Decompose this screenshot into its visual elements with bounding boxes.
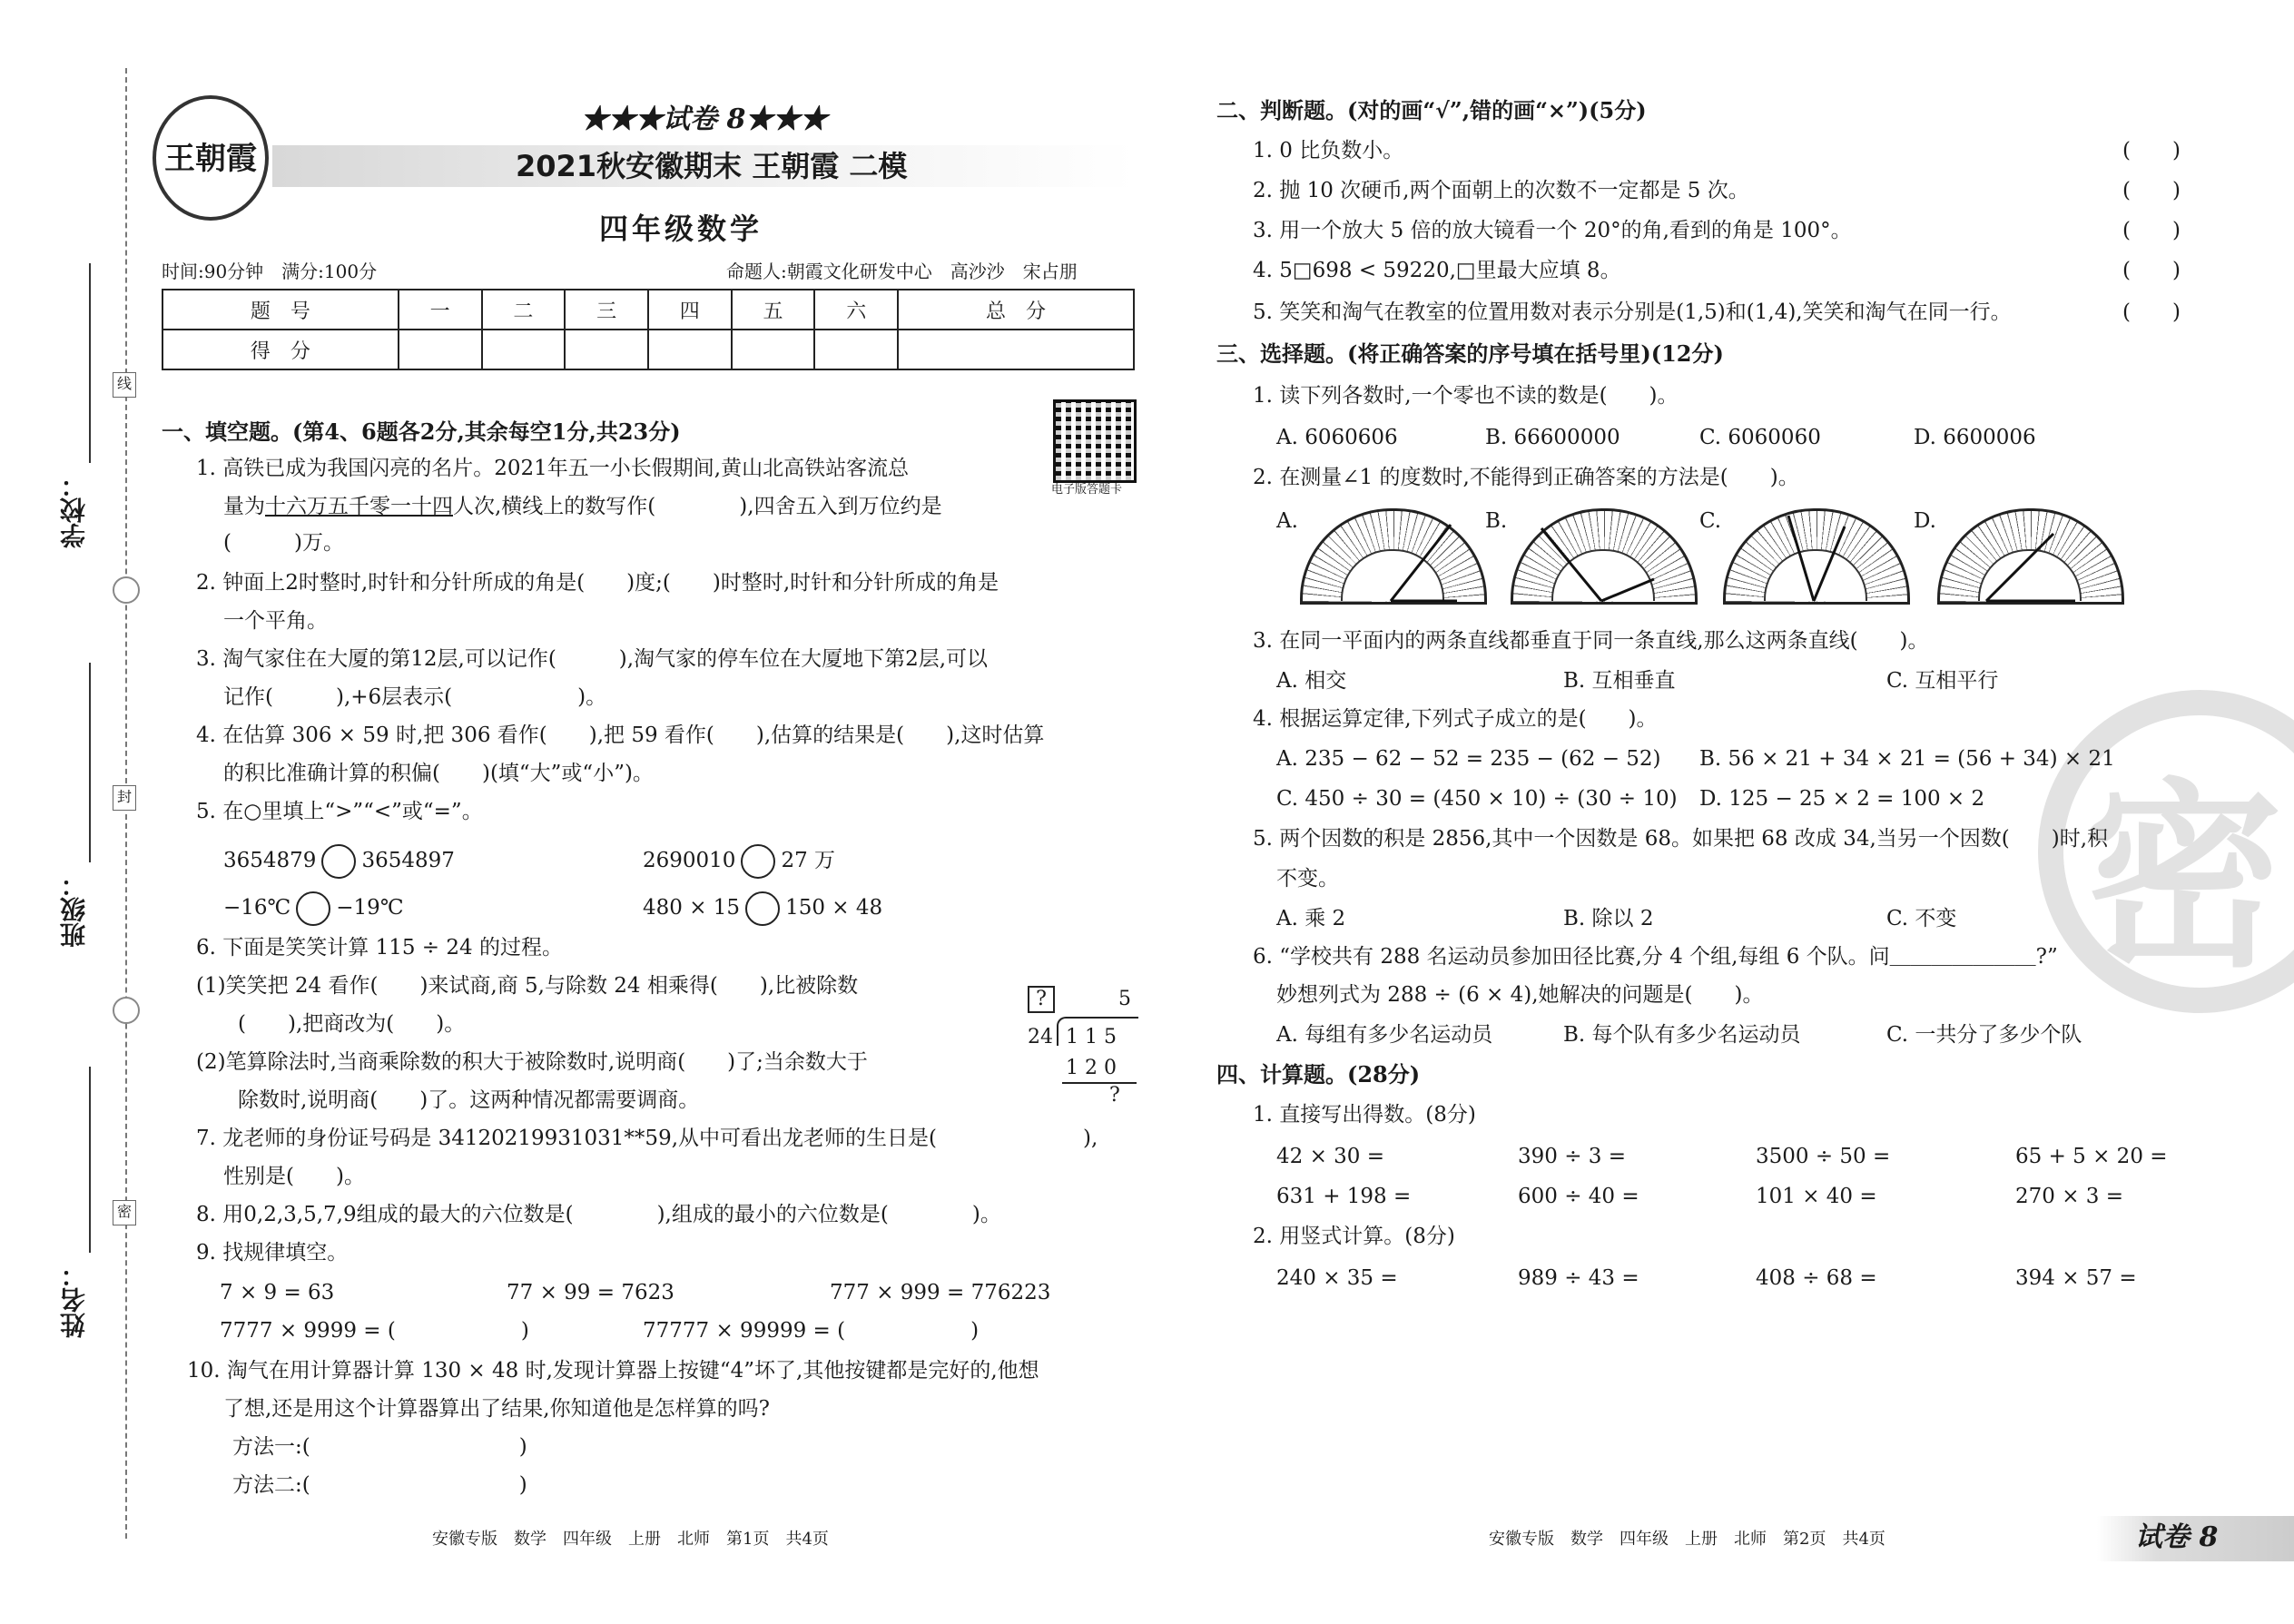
- question-6: 6. 下面是笑笑计算 115 ÷ 24 的过程。: [196, 936, 563, 960]
- qr-caption: 电子版答题卡: [1051, 483, 1123, 497]
- divisor: 24: [1028, 1026, 1053, 1048]
- choice-option[interactable]: D. 6600006: [1914, 426, 2036, 449]
- exam-title: 2021秋安徽期末 王朝霞 二模: [516, 149, 908, 183]
- score-header: 二: [482, 290, 566, 330]
- binding-tag-feng: 封: [113, 785, 136, 811]
- corner-paper-label: 试卷 8: [2135, 1521, 2219, 1553]
- question-1-line3: ( )万。: [223, 531, 344, 555]
- choice-option[interactable]: B. 每个队有多少名运动员: [1563, 1023, 1801, 1047]
- school-label: 学校：: [59, 472, 89, 548]
- choice-option[interactable]: C. 不变: [1886, 907, 1957, 930]
- question-5: 5. 在○里填上“>”“<”或“=”。: [196, 800, 483, 823]
- calc-item: 989 ÷ 43 =: [1518, 1266, 1639, 1290]
- score-header: 总 分: [898, 290, 1134, 330]
- choice-option[interactable]: C. 6060060: [1699, 426, 1821, 449]
- question-6-1-line2: ( ),把商改为( )。: [238, 1012, 466, 1036]
- compare-circle[interactable]: [296, 891, 330, 926]
- choice-5-line2: 不变。: [1276, 867, 1339, 891]
- judge-item: 4. 5□698 < 59220,□里最大应填 8。: [1253, 259, 1621, 282]
- question-3-line2: 记作( ),+6层表示( )。: [223, 685, 607, 709]
- binding-tag-xian: 线: [113, 372, 136, 398]
- compare-circle[interactable]: [745, 891, 780, 926]
- score-cell[interactable]: [898, 330, 1134, 369]
- choice-6-line2: 妙想列式为 288 ÷ (6 × 4),她解决的问题是( )。: [1276, 983, 1764, 1007]
- question-4: 4. 在估算 306 × 59 时,把 306 看作( ),把 59 看作( ),估算的结果是( ),这时估算: [196, 723, 1045, 747]
- compare-circle[interactable]: [321, 844, 356, 879]
- choice-option[interactable]: B. 互相垂直: [1563, 669, 1676, 693]
- calc-2: 2. 用竖式计算。(8分): [1253, 1225, 1455, 1248]
- page-footer-right: 安徽专版 数学 四年级 上册 北师 第2页 共4页: [1489, 1530, 1885, 1549]
- calc-1: 1. 直接写出得数。(8分): [1253, 1103, 1476, 1127]
- score-header: 题 号: [162, 290, 399, 330]
- compare-item: −16℃ −19℃: [223, 891, 404, 926]
- confidential-seal-text: 密: [2083, 759, 2284, 994]
- calc-item: 65 + 5 × 20 =: [2015, 1145, 2168, 1168]
- subject-title: 四年级数学: [599, 212, 763, 246]
- choice-option[interactable]: A. 相交: [1276, 669, 1347, 693]
- class-field[interactable]: [89, 663, 91, 862]
- question-3: 3. 淘气家住在大厦的第12层,可以记作( ),淘气家的停车位在大厦地下第2层,可以: [196, 647, 989, 671]
- quotient: 5: [1118, 988, 1131, 1010]
- product: 1 2 0: [1066, 1057, 1117, 1079]
- binding-hole: [113, 576, 140, 604]
- judge-item: 5. 笑笑和淘气在教室的位置用数对表示分别是(1,5)和(1,4),笑笑和淘气在同一行。: [1253, 300, 2012, 324]
- score-header: 六: [814, 290, 898, 330]
- choice-option[interactable]: C. 450 ÷ 30 = (450 × 10) ÷ (30 ÷ 10): [1276, 787, 1678, 811]
- pattern-item: 7777 × 9999 = ( ): [220, 1319, 529, 1343]
- question-7-line2: 性别是( )。: [223, 1165, 365, 1188]
- question-9: 9. 找规律填空。: [196, 1241, 349, 1265]
- exam-author: 命题人:朝霞文化研发中心 高沙沙 宋占朋: [726, 261, 1078, 282]
- pattern-item: 77777 × 99999 = ( ): [643, 1319, 980, 1343]
- choice-1: 1. 读下列各数时,一个零也不读的数是( )。: [1253, 384, 1679, 408]
- paper-label: ★★★试卷 8★★★: [581, 103, 828, 135]
- calc-item: 600 ÷ 40 =: [1518, 1185, 1639, 1208]
- score-header: 五: [732, 290, 815, 330]
- pattern-item: 777 × 999 = 776223: [830, 1281, 1051, 1304]
- question-7: 7. 龙老师的身份证号码是 34120219931031**59,从中可看出龙老师的生日是( ),: [196, 1127, 1098, 1150]
- question-8: 8. 用0,2,3,5,7,9组成的最大的六位数是( ),组成的最小的六位数是( )。: [196, 1203, 1001, 1226]
- method-1: 方法一:( ): [232, 1435, 527, 1459]
- score-cell[interactable]: [565, 330, 648, 369]
- pattern-item: 77 × 99 = 7623: [507, 1281, 674, 1304]
- score-header: 四: [648, 290, 732, 330]
- choice-3: 3. 在同一平面内的两条直线都垂直于同一条直线,那么这两条直线( )。: [1253, 629, 1929, 653]
- class-label: 班级：: [59, 871, 89, 948]
- section-1-title: 一、填空题。(第4、6题各2分,其余每空1分,共23分): [162, 418, 681, 445]
- school-field[interactable]: [89, 263, 91, 463]
- choice-option[interactable]: B.: [1485, 509, 1508, 533]
- choice-option[interactable]: A. 235 − 62 − 52 = 235 − (62 − 52): [1276, 747, 1661, 771]
- compare-item: 480 × 15 150 × 48: [643, 891, 882, 926]
- judge-item: 1. 0 比负数小。: [1253, 139, 1404, 162]
- question-2-line2: 一个平角。: [223, 609, 328, 633]
- choice-2: 2. 在测量∠1 的度数时,不能得到正确答案的方法是( )。: [1253, 466, 1799, 489]
- question-1-line2: 量为十六万五千零一十四人次,横线上的数写作( ),四舍五入到万位约是: [223, 495, 942, 518]
- question-10-line2: 了想,还是用这个计算器算出了结果,你知道他是怎样算的吗?: [223, 1397, 770, 1421]
- question-1: 1. 高铁已成为我国闪亮的名片。2021年五一小长假期间,黄山北高铁站客流总: [196, 457, 910, 480]
- division-rule: [1062, 1082, 1137, 1084]
- calc-item: 270 × 3 =: [2015, 1185, 2124, 1208]
- score-cell[interactable]: [648, 330, 732, 369]
- score-table: [162, 289, 1135, 370]
- binding-hole: [113, 997, 140, 1024]
- choice-option[interactable]: A. 乘 2: [1276, 907, 1346, 930]
- choice-4: 4. 根据运算定律,下列式子成立的是( )。: [1253, 707, 1658, 731]
- exam-time: 时间:90分钟 满分:100分: [162, 261, 378, 282]
- choice-option[interactable]: A.: [1276, 509, 1298, 533]
- choice-option[interactable]: A. 6060606: [1276, 426, 1398, 449]
- section-4-title: 四、计算题。(28分): [1216, 1061, 1421, 1088]
- answer-paren[interactable]: ( ): [2122, 139, 2181, 162]
- method-2: 方法二:( ): [232, 1473, 527, 1497]
- binding-tag-mi: 密: [113, 1200, 136, 1225]
- question-4-line2: 的积比准确计算的积偏( )(填“大”或“小”)。: [223, 762, 654, 785]
- score-row-label: 得 分: [162, 330, 399, 369]
- choice-option[interactable]: C.: [1699, 509, 1722, 533]
- compare-item: 2690010 27 万: [643, 844, 835, 879]
- question-10: 10. 淘气在用计算器计算 130 × 48 时,发现计算器上按键“4”坏了,其他按键都是完好的,他想: [187, 1359, 1039, 1383]
- calc-item: 240 × 35 =: [1276, 1266, 1398, 1290]
- answer-paren[interactable]: ( ): [2122, 300, 2181, 324]
- judge-item: 2. 抛 10 次硬币,两个面朝上的次数不一定都是 5 次。: [1253, 179, 1749, 202]
- compare-item: 3654879 3654897: [223, 844, 455, 879]
- angle-rays: [1289, 508, 2161, 608]
- section-2-title: 二、判断题。(对的画“√”,错的画“×”)(5分): [1216, 97, 1647, 123]
- score-header: 一: [399, 290, 482, 330]
- qr-code[interactable]: [1053, 399, 1137, 483]
- answer-paren[interactable]: ( ): [2122, 259, 2181, 282]
- choice-option[interactable]: B. 56 × 21 + 34 × 21 = (56 + 34) × 21: [1699, 747, 2115, 771]
- remainder: ?: [1109, 1084, 1120, 1107]
- calc-item: 631 + 198 =: [1276, 1185, 1412, 1208]
- calc-item: 3500 ÷ 50 =: [1756, 1145, 1891, 1168]
- score-cell[interactable]: [732, 330, 815, 369]
- calc-item: 394 × 57 =: [2015, 1266, 2137, 1290]
- judge-item: 3. 用一个放大 5 倍的放大镜看一个 20°的角,看到的角是 100°。: [1253, 219, 1852, 242]
- section-3-title: 三、选择题。(将正确答案的序号填在括号里)(12分): [1216, 340, 1724, 367]
- calc-item: 390 ÷ 3 =: [1518, 1145, 1627, 1168]
- score-cell[interactable]: [482, 330, 566, 369]
- name-label: 姓名：: [59, 1262, 89, 1338]
- calc-item: 101 × 40 =: [1756, 1185, 1877, 1208]
- choice-option[interactable]: C. 互相平行: [1886, 669, 1999, 693]
- quotient-guess-box: ?: [1028, 986, 1055, 1013]
- score-cell[interactable]: [399, 330, 482, 369]
- name-field[interactable]: [89, 1067, 91, 1253]
- answer-paren[interactable]: ( ): [2122, 179, 2181, 202]
- choice-option[interactable]: A. 每组有多少名运动员: [1276, 1023, 1493, 1047]
- calc-item: 42 × 30 =: [1276, 1145, 1385, 1168]
- question-6-1: (1)笑笑把 24 看作( )来试商,商 5,与除数 24 相乘得( ),比被除数: [196, 974, 859, 998]
- choice-5: 5. 两个因数的积是 2856,其中一个因数是 68。如果把 68 改成 34,当另一个因数( )时,积: [1253, 827, 2109, 851]
- pattern-item: 7 × 9 = 63: [220, 1281, 335, 1304]
- question-6-2: (2)笔算除法时,当商乘除数的积大于被除数时,说明商( )了;当余数大于: [196, 1050, 868, 1074]
- score-cell[interactable]: [814, 330, 898, 369]
- choice-option[interactable]: B. 66600000: [1485, 426, 1620, 449]
- choice-option[interactable]: C. 一共分了多少个队: [1886, 1023, 2082, 1047]
- choice-option[interactable]: B. 除以 2: [1563, 907, 1654, 930]
- score-header: 三: [565, 290, 648, 330]
- dividend: 1 1 5: [1066, 1026, 1117, 1048]
- choice-6: 6. “学校共有 288 名运动员参加田径比赛,分 4 个组,每组 6 个队。问＿＿＿＿＿＿＿?”: [1253, 945, 2058, 969]
- calc-item: 408 ÷ 68 =: [1756, 1266, 1877, 1290]
- compare-circle[interactable]: [741, 844, 775, 879]
- answer-paren[interactable]: ( ): [2122, 219, 2181, 242]
- question-2: 2. 钟面上2时整时,时针和分针所成的角是( )度;( )时整时,时针和分针所成的角是: [196, 571, 999, 595]
- question-6-2-line2: 除数时,说明商( )了。这两种情况都需要调商。: [238, 1088, 700, 1112]
- page-footer-left: 安徽专版 数学 四年级 上册 北师 第1页 共4页: [432, 1530, 829, 1549]
- choice-option[interactable]: D. 125 − 25 × 2 = 100 × 2: [1699, 787, 1985, 811]
- long-division: [1028, 986, 1137, 1106]
- choice-option[interactable]: D.: [1914, 509, 1936, 533]
- brand-logo: 王朝霞: [153, 95, 269, 221]
